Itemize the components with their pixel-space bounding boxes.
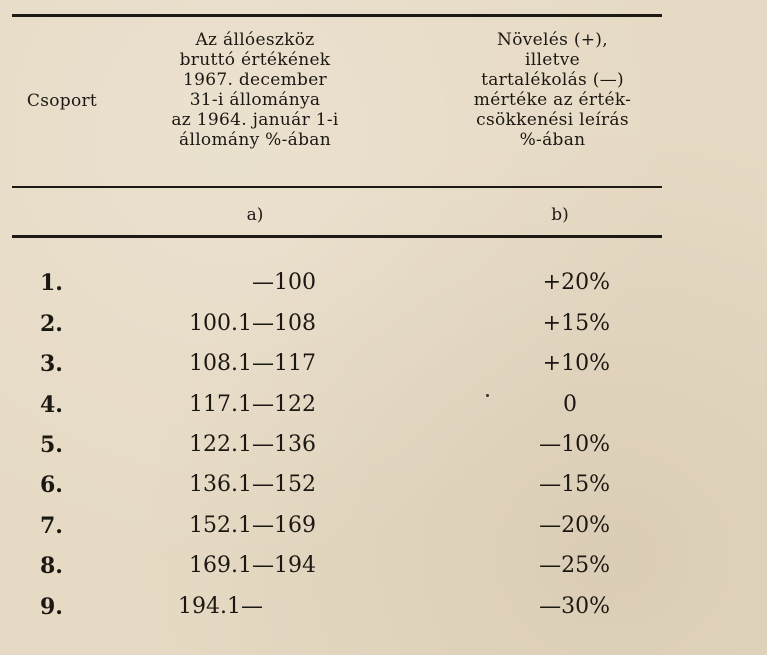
row-adjustment: +10% (542, 351, 610, 376)
row-range: 152.1—169 (189, 513, 316, 538)
row-range: 169.1—194 (189, 553, 316, 578)
header-a-line: Az állóeszköz (195, 30, 315, 50)
table-row (0, 553, 767, 589)
table-row (0, 311, 767, 347)
row-range: 117.1—122 (189, 392, 316, 417)
subheader-b: b) (551, 205, 569, 225)
header-column-b (440, 30, 665, 150)
print-speck (486, 394, 489, 397)
row-adjustment: —15% (539, 472, 610, 497)
table-row (0, 392, 767, 428)
row-number: 1. (40, 270, 63, 296)
header-b-line: illetve (525, 50, 580, 70)
subheader-rule (12, 235, 662, 238)
row-number: 2. (40, 311, 63, 337)
header-a-line: állomány %-ában (179, 130, 331, 150)
row-range: 136.1—152 (189, 472, 316, 497)
row-range: 194.1— (178, 594, 263, 619)
row-adjustment: —10% (539, 432, 610, 457)
header-group: Csoport (26, 91, 98, 111)
header-a-line: az 1964. január 1-i (171, 110, 339, 130)
row-adjustment: +20% (542, 270, 610, 295)
row-range: —100 (252, 270, 316, 295)
header-a-line: bruttó értékének (179, 50, 331, 70)
top-rule (12, 14, 662, 17)
row-range: 108.1—117 (189, 351, 316, 376)
table-row (0, 513, 767, 549)
row-number: 8. (40, 553, 63, 579)
header-b-line: mértéke az érték- (473, 90, 632, 110)
table-row (0, 351, 767, 387)
header-b-line: %-ában (519, 130, 586, 150)
row-number: 7. (40, 513, 63, 539)
header-column-a (140, 30, 370, 150)
row-adjustment: —30% (539, 594, 610, 619)
table-row (0, 594, 767, 630)
table-row (0, 270, 767, 306)
table-row (0, 432, 767, 468)
subheader-a: a) (246, 205, 264, 225)
header-rule (12, 186, 662, 188)
header-a-line: 31-i állománya (189, 90, 321, 110)
header-b-line: tartalékolás (—) (481, 70, 624, 90)
row-adjustment: 0 (563, 392, 577, 417)
row-adjustment: +15% (542, 311, 610, 336)
row-number: 6. (40, 472, 63, 498)
row-adjustment: —20% (539, 513, 610, 538)
row-number: 5. (40, 432, 63, 458)
row-number: 4. (40, 392, 63, 418)
row-range: 122.1—136 (189, 432, 316, 457)
header-b-line: csökkenési leírás (476, 110, 629, 130)
row-number: 3. (40, 351, 63, 377)
row-number: 9. (40, 594, 63, 620)
row-range: 100.1—108 (189, 311, 316, 336)
row-adjustment: —25% (539, 553, 610, 578)
table-row (0, 472, 767, 508)
header-b-line: Növelés (+), (497, 30, 608, 50)
header-a-line: 1967. december (183, 70, 327, 90)
